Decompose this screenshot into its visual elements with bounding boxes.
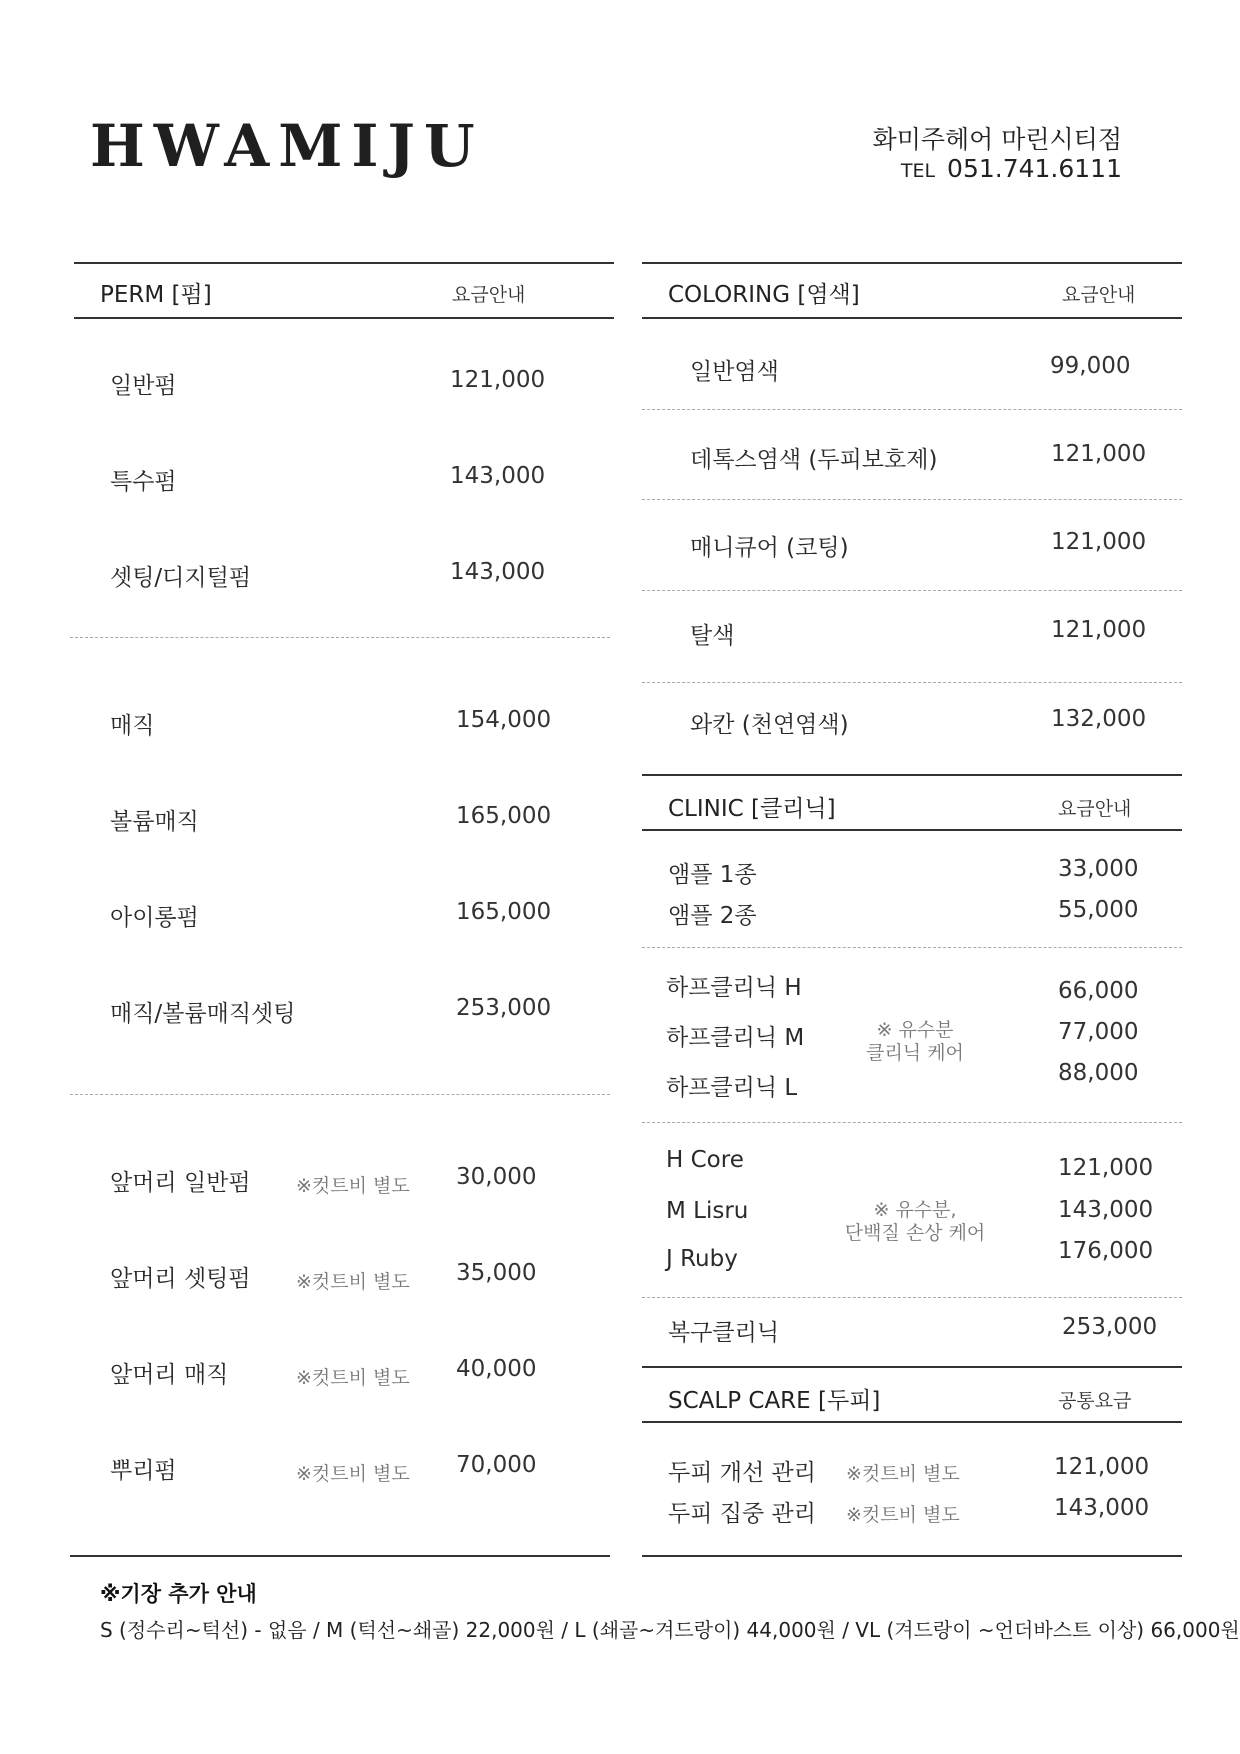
perm-item-name: 매직/볼륨매직셋팅 xyxy=(110,1001,296,1027)
scalp-item-note: ※컷트비 별도 xyxy=(846,1504,960,1526)
coloring-item-name: 일반염색 xyxy=(690,359,779,385)
perm-item-name: 매직 xyxy=(110,713,155,739)
scalp-title: SCALP CARE [두피] xyxy=(668,1388,881,1414)
perm-item-price: 154,000 xyxy=(456,707,552,733)
coloring-header-rule xyxy=(642,317,1182,319)
coloring-top-rule xyxy=(642,262,1182,264)
scalp-item-name: 두피 집중 관리 xyxy=(668,1501,816,1527)
clinic-ampoule-name: 앰플 1종 xyxy=(668,862,757,888)
coloring-item-price: 99,000 xyxy=(1050,353,1131,379)
perm-bottom-rule xyxy=(70,1555,610,1557)
perm-divider xyxy=(70,1094,610,1095)
clinic-half-note-line: 클리닉 케어 xyxy=(866,1042,964,1064)
perm-item-name: 아이롱펌 xyxy=(110,905,199,931)
clinic-premium-note-line: ※ 유수분, xyxy=(873,1199,957,1221)
coloring-item-name: 데톡스염색 (두피보호제) xyxy=(690,447,938,473)
coloring-item-price: 121,000 xyxy=(1051,441,1147,467)
perm-item-price: 30,000 xyxy=(456,1164,537,1190)
coloring-divider xyxy=(642,499,1182,500)
coloring-divider xyxy=(642,590,1182,591)
clinic-half-name: 하프클리닉 H xyxy=(666,975,802,1001)
perm-subtitle: 요금안내 xyxy=(452,284,526,306)
clinic-divider xyxy=(642,947,1182,948)
length-notice-title: ※기장 추가 안내 xyxy=(100,1582,257,1606)
coloring-title: COLORING [염색] xyxy=(668,282,860,308)
clinic-premium-note xyxy=(830,1199,1000,1245)
perm-item-price: 70,000 xyxy=(456,1452,537,1478)
perm-item-name: 앞머리 셋팅펌 xyxy=(110,1266,251,1292)
coloring-item-name: 탈색 xyxy=(690,623,735,649)
clinic-premium-price: 121,000 xyxy=(1058,1155,1154,1181)
scalp-item-price: 143,000 xyxy=(1054,1495,1150,1521)
clinic-premium-name: J Ruby xyxy=(666,1246,738,1272)
clinic-title: CLINIC [클리닉] xyxy=(668,796,836,822)
tel-label: TEL xyxy=(900,160,936,182)
scalp-header-rule xyxy=(642,1421,1182,1423)
clinic-recovery-price: 253,000 xyxy=(1062,1314,1158,1340)
perm-item-name: 볼륨매직 xyxy=(110,809,199,835)
coloring-divider xyxy=(642,682,1182,683)
clinic-half-name: 하프클리닉 L xyxy=(666,1075,798,1101)
scalp-bottom-rule xyxy=(642,1555,1182,1557)
perm-item-price: 121,000 xyxy=(450,367,546,393)
tel-number: 051.741.6111 xyxy=(947,154,1122,183)
scalp-item-price: 121,000 xyxy=(1054,1454,1150,1480)
clinic-ampoule-price: 55,000 xyxy=(1058,897,1139,923)
coloring-item-price: 132,000 xyxy=(1051,706,1147,732)
shop-phone xyxy=(901,154,1122,183)
clinic-half-note xyxy=(855,1019,975,1065)
clinic-top-rule xyxy=(642,774,1182,776)
perm-item-name: 특수펌 xyxy=(110,469,177,495)
clinic-subtitle: 요금안내 xyxy=(1058,798,1132,820)
perm-item-price: 165,000 xyxy=(456,803,552,829)
clinic-divider xyxy=(642,1122,1182,1123)
scalp-item-name: 두피 개선 관리 xyxy=(668,1460,816,1486)
clinic-ampoule-price: 33,000 xyxy=(1058,856,1139,882)
perm-title: PERM [펌] xyxy=(100,282,212,308)
clinic-half-name: 하프클리닉 M xyxy=(666,1025,805,1051)
coloring-item-name: 와칸 (천연염색) xyxy=(690,712,849,738)
perm-item-name: 셋팅/디지털펌 xyxy=(110,565,252,591)
clinic-half-price: 66,000 xyxy=(1058,978,1139,1004)
clinic-half-price: 77,000 xyxy=(1058,1019,1139,1045)
clinic-premium-price: 143,000 xyxy=(1058,1197,1154,1223)
clinic-divider xyxy=(642,1297,1182,1298)
perm-item-name: 뿌리펌 xyxy=(110,1458,177,1484)
clinic-half-note-line: ※ 유수분 xyxy=(876,1019,954,1041)
perm-item-note: ※컷트비 별도 xyxy=(296,1367,410,1389)
clinic-ampoule-name: 앰플 2종 xyxy=(668,903,757,929)
coloring-item-price: 121,000 xyxy=(1051,529,1147,555)
scalp-subtitle: 공통요금 xyxy=(1058,1390,1132,1412)
perm-item-note: ※컷트비 별도 xyxy=(296,1175,410,1197)
coloring-subtitle: 요금안내 xyxy=(1062,284,1136,306)
perm-item-price: 35,000 xyxy=(456,1260,537,1286)
brand-logo: HWAMIJU xyxy=(90,112,484,180)
clinic-premium-note-line: 단백질 손상 케어 xyxy=(844,1222,986,1244)
perm-item-price: 253,000 xyxy=(456,995,552,1021)
perm-item-price: 40,000 xyxy=(456,1356,537,1382)
clinic-recovery-name: 복구클리닉 xyxy=(668,1320,780,1346)
clinic-premium-price: 176,000 xyxy=(1058,1238,1154,1264)
perm-item-price: 143,000 xyxy=(450,559,546,585)
perm-item-name: 앞머리 매직 xyxy=(110,1362,229,1388)
perm-item-price: 143,000 xyxy=(450,463,546,489)
clinic-premium-name: M Lisru xyxy=(666,1198,749,1224)
coloring-divider xyxy=(642,409,1182,410)
clinic-half-price: 88,000 xyxy=(1058,1060,1139,1086)
perm-item-note: ※컷트비 별도 xyxy=(296,1463,410,1485)
clinic-header-rule xyxy=(642,829,1182,831)
perm-divider xyxy=(70,637,610,638)
coloring-item-name: 매니큐어 (코팅) xyxy=(690,535,849,561)
shop-name: 화미주헤어 마린시티점 xyxy=(872,125,1122,154)
perm-item-name: 일반펌 xyxy=(110,373,177,399)
perm-item-price: 165,000 xyxy=(456,899,552,925)
scalp-item-note: ※컷트비 별도 xyxy=(846,1463,960,1485)
perm-header-rule xyxy=(74,317,614,319)
perm-item-name: 앞머리 일반펌 xyxy=(110,1170,251,1196)
perm-top-rule xyxy=(74,262,614,264)
scalp-top-rule xyxy=(642,1366,1182,1368)
length-notice-text: S (정수리~턱선) - 없음 / M (턱선~쇄골) 22,000원 / L (쇄골~겨드랑이) 44,000원 / VL (겨드랑이 ~언더바스트 이상) 66,000원 xyxy=(100,1618,1240,1642)
perm-item-note: ※컷트비 별도 xyxy=(296,1271,410,1293)
clinic-premium-name: H Core xyxy=(666,1147,744,1173)
coloring-item-price: 121,000 xyxy=(1051,617,1147,643)
